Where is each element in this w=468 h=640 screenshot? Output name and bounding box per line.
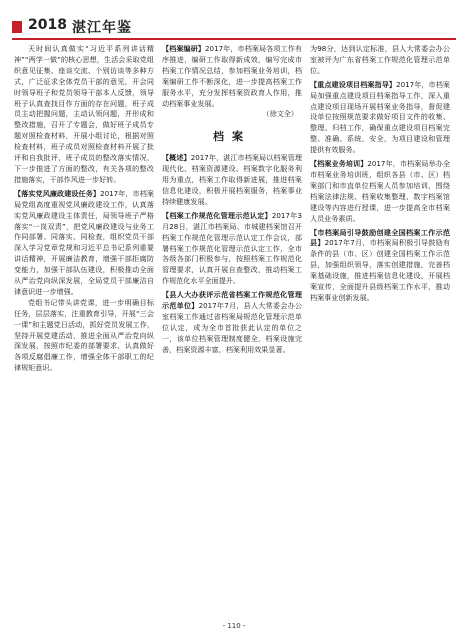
author-signature: （徐文全） (262, 109, 298, 119)
column-left (14, 44, 154, 374)
header-accent-bar (12, 21, 22, 33)
header-year: 2018 (28, 17, 67, 33)
section-heading: 【档案编研】 (162, 44, 206, 53)
section-heading: 【档案工作规范化管理示范认定】 (162, 210, 272, 220)
header-title: 湛江年鉴 (72, 20, 132, 36)
section-body: 2017年3月28日，湛江市档案局、市城建档案馆召开档案工作规范化管理示范认定工作会议，部署档案工作规范化管理示范认定工作，全市各级各部门积极参与，按照档案工作规范化管理要求，认真开展自查整改，推动档案工作规范化水平全面提升。 (162, 210, 302, 286)
section-heading: 【县人大办获评示范省档案工作规范化管理示范单位】 (162, 290, 302, 311)
section-paragraph (310, 80, 450, 156)
section-body: 2017年，市档案局加强重点建设项目档案指导工作，深入重点建设项目现场开展档案业务指导，督促建设单位按照规范要求做好项目文件的收集、整理、归档工作，确保重点建设项目档案完整、准确、系统、安全，为项目建设和管理提供有效服务。 (310, 79, 450, 155)
section-body: 2017年，市档案局举办全市档案业务培训班，组织各县（市、区）档案部门和市直单位档案人员参加培训，围绕档案法律法规、档案收集整理、数字档案馆建设等内容进行授课，进一步提高全市档案人员业务素质。 (310, 159, 450, 223)
section-paragraph (14, 189, 154, 298)
section-body: 2017年，湛江市档案局以档案管理现代化、档案资源建设、档案数字化服务利用为重点，档案工作取得新进展，推进档案信息化建设，积极开展档案服务，档案事业持续健康发展。 (162, 153, 303, 206)
section-heading: 【概述】 (162, 153, 191, 163)
column-right (310, 44, 450, 304)
section-heading: 【市档案局引导鼓励创建全国档案工作示范县】 (310, 227, 450, 248)
section-paragraph (310, 159, 450, 224)
section-title: 档案 (213, 130, 251, 144)
section-paragraph (162, 153, 302, 208)
section-body: 2017年，市档案局党组高度重视党风廉政建设工作，认真落实党风廉政建设主体责任，局领导班子严格落实“一岗双责”，把党风廉政建设与业务工作同部署、同落实、同检查，组织党员干部深入学习党章党规和习近平总书记系列重要讲话精神，开展廉洁教育，增强干部拒腐防变能力，加强干部队伍建设，积极推动全面从严治党向纵深发展，全局党员干部廉洁自律意识进一步增强。 (14, 188, 154, 296)
section-paragraph (162, 44, 302, 109)
section-body: 2017年7月，市档案局积极引导鼓励有条件的县（市、区）创建全国档案工作示范县，加强组织领导，落实创建措施，完善档案基础设施，推进档案信息化建设，开展档案宣传，全面提升县级档案工作水平，推动档案事业创新发展。 (310, 238, 450, 302)
column-middle (162, 44, 302, 356)
section-body: 2017年7月，县人大常委会办公室档案工作通过省档案局规范化管理示范单位认定，成为全市首批获此认定的单位之一，该单位档案管理制度健全，档案设施完善，档案资源丰富，档案利用效果显著。 (162, 301, 302, 354)
header-rule (12, 38, 456, 40)
section-paragraph (162, 290, 302, 355)
section-heading: 【重点建设项目档案指导】 (310, 79, 397, 89)
section-heading: 【档案业务培训】 (310, 159, 368, 169)
page-header (12, 12, 456, 34)
section-paragraph (162, 211, 302, 287)
continued-paragraph: 为98分，达到认定标准，县人大常委会办公室被评为广东省档案工作规范化管理示范单位。 (310, 44, 450, 75)
page-number: - 110 - (222, 622, 246, 630)
intro-paragraph: 天时间认真做实“习近平系列讲话精神”“两学一做”的核心思想，生活会采取党组织意见征集、座谈交流、个别访谈等多种方式，广泛征求全体党员干部的意见，开会同时领导班子和党员领导干部本人反馈，领导班子认真查找目作方面的存在问题，班子成员主动把握问题，主动认领问题，并形成和整改措施，召开了专题会，做好班子成员专题对照检查材料，开展小组讨论，根据对照检查材料，班子成员对照检查材料开展了批评和自我批评，班子成员的整改落实情况，下一步推进了方面的整改，有关各项的整改措施落实，干部作风进一步好转。 (14, 44, 154, 184)
section-body: 2017年，市档案局各项工作有序推进，编研工作取得新成效，编写完成市档案工作情况总结，参加档案业务培训，档案编研工作不断深化，进一步提高档案工作服务水平，充分发挥档案资政育人作用，推动档案事业发展。 (162, 44, 302, 108)
section-paragraph (310, 228, 450, 304)
body-paragraph: 党组书记带头讲党课，进一步明确目标任务，层层落实，注重教育引导，开展“三会一课”和主题党日活动，抓好党员发展工作，坚持开展党建活动，推进全面从严治党向纵深发展，按照市纪委的部署要求，认真做好各项反腐倡廉工作，增强全体干部职工的纪律规矩意识。 (14, 297, 154, 373)
section-heading: 【落实党风廉政建设任务】 (14, 188, 101, 198)
